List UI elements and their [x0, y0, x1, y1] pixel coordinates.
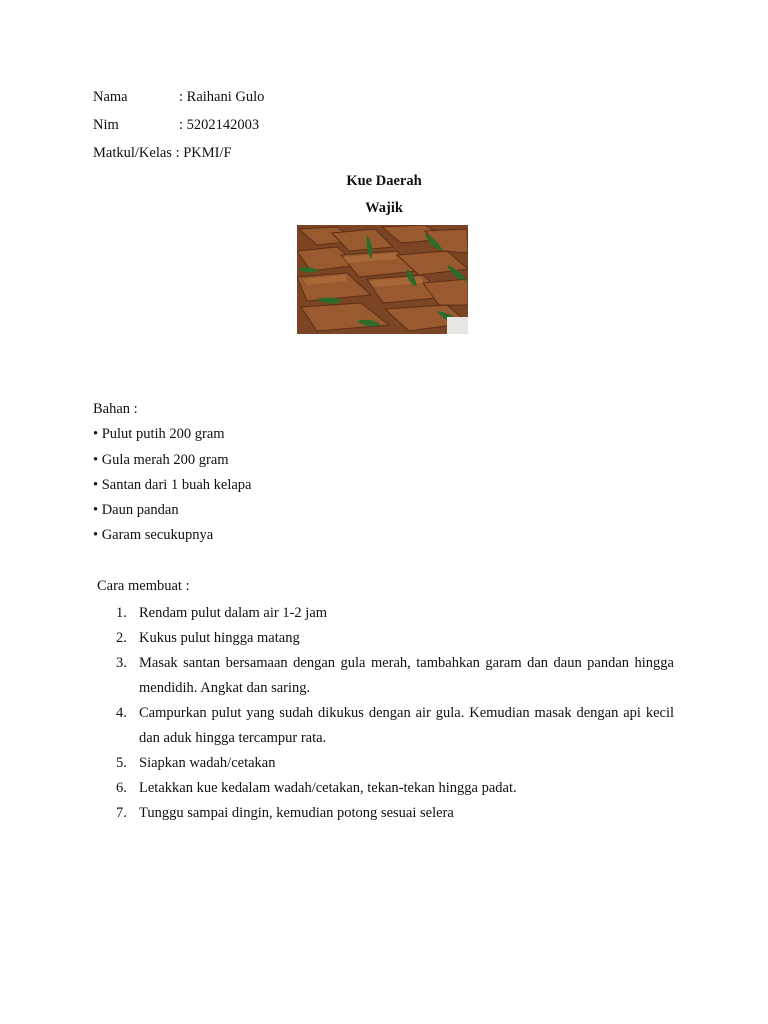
step-number: 4.: [116, 705, 127, 721]
step-number: 6.: [116, 780, 127, 796]
nama-row: [93, 87, 264, 115]
nama-label: Nama: [93, 89, 128, 105]
student-info: [93, 87, 264, 171]
step-item: [97, 601, 674, 626]
step-item: [97, 776, 674, 801]
step-item: [97, 801, 674, 826]
matkul-value: : PKMI/F: [175, 145, 232, 161]
matkul-label: Matkul/Kelas: [93, 145, 172, 161]
matkul-row: [93, 143, 264, 171]
wajik-photo: [297, 225, 468, 334]
step-item: [97, 751, 674, 776]
page-subtitle: Wajik: [365, 200, 403, 216]
bahan-item: • Daun pandan: [93, 502, 179, 519]
step-text: Campurkan pulut yang sudah dikukus dengan air gula. Kemudian masak dengan api kecil dan aduk hingga tercampur rata.: [139, 705, 674, 746]
bahan-item: • Garam secukupnya: [93, 527, 214, 544]
bahan-section: [93, 399, 693, 551]
step-text: Tunggu sampai dingin, kemudian potong sesuai selera: [139, 805, 454, 821]
step-item: [97, 626, 674, 651]
nim-row: [93, 115, 264, 143]
nim-value: : 5202142003: [179, 117, 260, 133]
bahan-heading: Bahan :: [93, 401, 138, 417]
bahan-item: • Santan dari 1 buah kelapa: [93, 476, 252, 493]
step-number: 1.: [116, 605, 127, 621]
step-text: Rendam pulut dalam air 1-2 jam: [139, 605, 328, 621]
step-item: [97, 701, 674, 751]
steps-list: [97, 601, 677, 826]
step-text: Kukus pulut hingga matang: [139, 630, 300, 646]
step-number: 2.: [116, 630, 127, 646]
step-number: 7.: [116, 805, 127, 821]
nama-value: : Raihani Gulo: [179, 89, 265, 105]
step-number: 5.: [116, 755, 127, 771]
step-text: Letakkan kue kedalam wadah/cetakan, tekan-tekan hingga padat.: [139, 780, 517, 796]
step-text: Siapkan wadah/cetakan: [139, 755, 276, 771]
bahan-item: • Gula merah 200 gram: [93, 451, 229, 468]
step-item: [97, 651, 674, 701]
nim-label: Nim: [93, 117, 119, 133]
step-number: 3.: [116, 655, 127, 671]
page-title: Kue Daerah: [346, 173, 422, 189]
step-text: Masak santan bersamaan dengan gula merah, tambahkan garam dan daun pandan hingga mendidih. Angkat dan saring.: [139, 655, 674, 696]
cara-section: [97, 576, 677, 826]
cara-heading: Cara membuat :: [97, 578, 190, 594]
bahan-item: • Pulut putih 200 gram: [93, 426, 225, 443]
